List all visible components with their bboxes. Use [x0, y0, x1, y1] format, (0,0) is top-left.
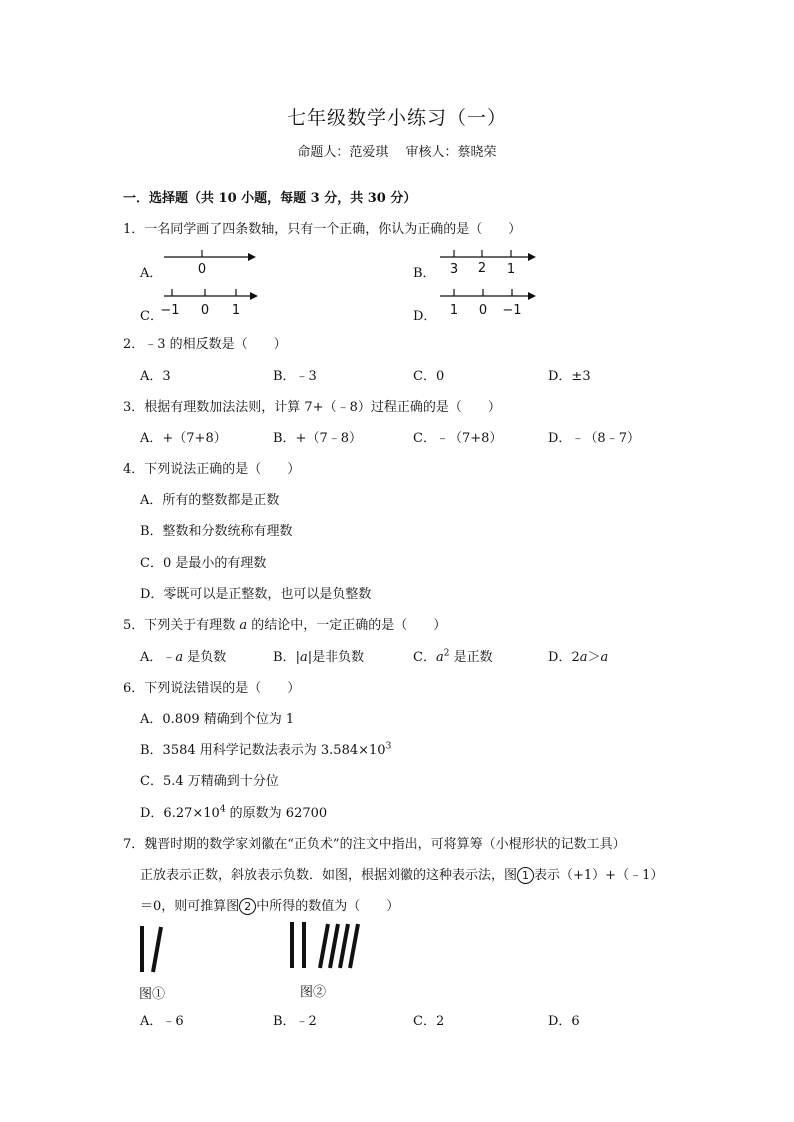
- q1-b-tick-label: 3: [449, 262, 459, 277]
- q1-d-tick-label: 1: [449, 303, 459, 318]
- q3-option-a: A．+（7+8）: [140, 431, 227, 446]
- q1-option-d-label: D．: [413, 309, 437, 324]
- q3-option-c: C．﹣（7+8）: [413, 431, 503, 446]
- question-7-line-1: 7．魏晋时期的数学家刘徽在“正负术”的注文中指出，可将算筹（小棍形状的记数工具）: [123, 837, 626, 852]
- q1-option-b-label: B．: [413, 266, 436, 281]
- q1-a-tick-label: 0: [197, 262, 207, 277]
- q6-option-c: C．5.4 万精确到十分位: [140, 774, 279, 789]
- q4-option-c: C．0 是最小的有理数: [140, 556, 267, 571]
- q3-option-b: B．+（7﹣8）: [273, 431, 362, 446]
- question-5-stem: 5．下列关于有理数 a 的结论中，一定正确的是（ ）: [123, 618, 447, 633]
- question-3-stem: 3．根据有理数加法法则，计算 7+（﹣8）过程正确的是（ ）: [123, 400, 501, 415]
- q2-option-d: D．±3: [548, 369, 591, 384]
- figure-2-counting-rods: [286, 918, 366, 972]
- q6-option-a: A．0.809 精确到个位为 1: [140, 712, 295, 727]
- q5-option-c: C．$a^2$ 是正数: [413, 648, 493, 665]
- q2-option-c: C．0: [413, 369, 445, 384]
- q5-option-b: B．|a|是非负数: [273, 650, 365, 665]
- q1-option-c-number-line: [160, 284, 264, 318]
- q1-b-tick-label: 1: [506, 262, 516, 277]
- page-title: 七年级数学小练习（一）: [286, 107, 507, 129]
- q1-c-tick-label: −1: [160, 303, 180, 318]
- q7-option-a: A．﹣6: [140, 1014, 184, 1029]
- question-2-stem: 2．﹣3 的相反数是（ ）: [123, 337, 287, 352]
- question-7-line-3: ＝0，则可推算图 2 中所得的数值为（ ）: [140, 899, 400, 914]
- q1-c-tick-label: 0: [200, 303, 210, 318]
- q1-option-c-label: C．: [140, 309, 163, 324]
- figure-2-caption: 图②: [300, 985, 327, 1000]
- q4-option-d: D．零既可以是正整数，也可以是负整数: [140, 587, 372, 602]
- q1-c-tick-label: 1: [231, 303, 241, 318]
- q6-option-d: D．$6.27\times 10^4$ 的原数为 62700: [140, 804, 328, 821]
- q1-d-tick-label: −1: [502, 303, 522, 318]
- figure-1-caption: 图①: [139, 987, 166, 1002]
- q1-d-tick-label: 0: [478, 303, 488, 318]
- figure-1-ref: 1: [517, 867, 534, 884]
- question-7-line-2: 正放表示正数，斜放表示负数．如图，根据刘徽的这种表示法，图 1 表示（+1）+（﹣1）: [140, 868, 664, 883]
- q1-option-a-label: A．: [140, 266, 163, 281]
- q2-option-b: B．﹣3: [273, 369, 317, 384]
- q4-option-a: A．所有的整数都是正数: [140, 493, 280, 508]
- question-6-stem: 6．下列说法错误的是（ ）: [123, 681, 301, 696]
- q5-option-d: D．2a＞a: [548, 650, 609, 665]
- q2-option-a: A．3: [140, 369, 171, 384]
- q3-option-d: D．﹣（8﹣7）: [548, 431, 640, 446]
- q1-option-d-number-line: [436, 284, 540, 318]
- q1-b-tick-label: 2: [477, 261, 487, 276]
- question-1-stem: 1．一名同学画了四条数轴，只有一个正确，你认为正确的是（ ）: [123, 222, 522, 237]
- figure-2-ref: 2: [239, 898, 256, 915]
- section-heading: 一．选择题（共 10 小题，每题 3 分，共 30 分）: [123, 191, 417, 206]
- q6-option-b: B．3584 用科学记数法表示为 $3.584\times 10^3$: [140, 741, 392, 758]
- question-4-stem: 4．下列说法正确的是（ ）: [123, 462, 301, 477]
- q1-option-b-number-line: [436, 244, 540, 278]
- q5-option-a: A．﹣a 是负数: [140, 650, 227, 665]
- q7-option-d: D．6: [548, 1014, 580, 1029]
- q4-option-b: B．整数和分数统称有理数: [140, 524, 293, 539]
- figure-1-counting-rods: [134, 922, 174, 976]
- q7-option-b: B．﹣2: [273, 1014, 317, 1029]
- q7-option-c: C．2: [413, 1014, 445, 1029]
- q1-option-a-number-line: [160, 244, 260, 278]
- author-line: 命题人：范爱琪 审核人：蔡晓荣: [297, 145, 497, 160]
